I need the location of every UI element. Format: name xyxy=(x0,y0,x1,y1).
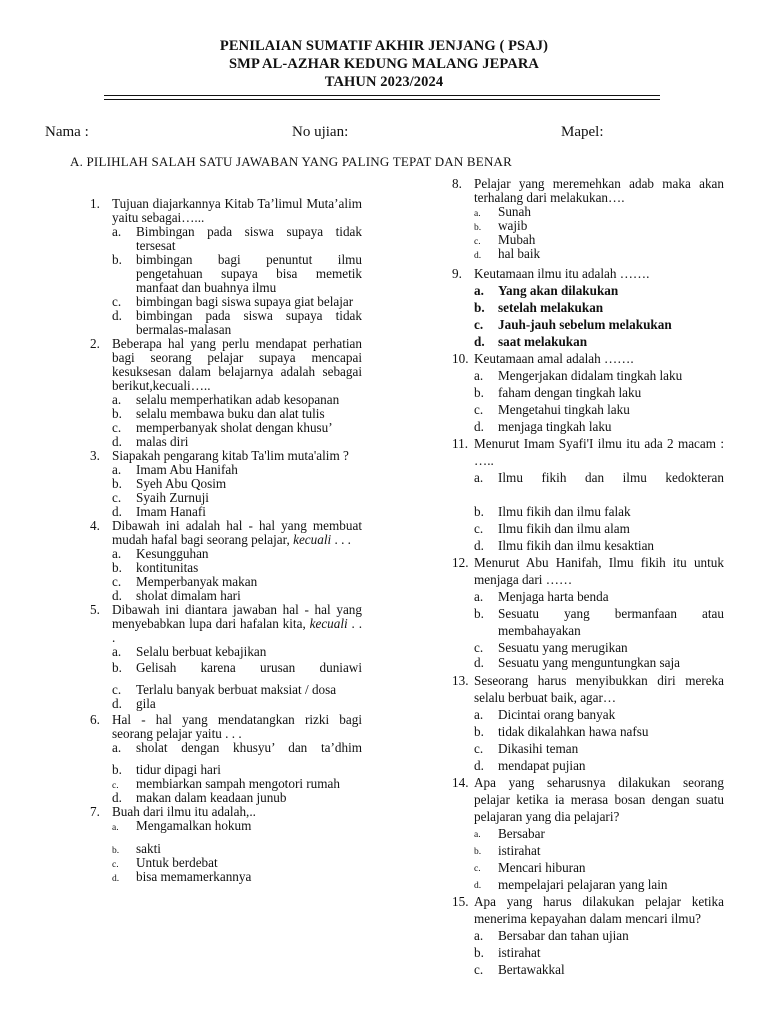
option-b: b. Syeh Abu Qosim xyxy=(112,476,227,491)
question-text: Dibawah ini diantara jawaban hal - hal yang menyebabkan lupa dari hafalan kita, kecuali . . . xyxy=(112,602,362,645)
option-c: c. Jauh-jauh sebelum melakukan xyxy=(474,317,672,332)
left-column xyxy=(90,197,362,884)
option-d: d. bimbingan pada siswa supaya tidak bermalas-malasan xyxy=(112,308,362,337)
option-a: a. Bersabar dan tahan ujian xyxy=(474,928,629,943)
question-number: 8. xyxy=(452,176,462,191)
option-d: d. bisa memamerkannya xyxy=(112,869,252,884)
name-label: Nama : xyxy=(45,124,89,140)
option-a: a. Yang akan dilakukan xyxy=(474,283,619,298)
question-number: 12. xyxy=(452,555,469,570)
question-12 xyxy=(452,554,724,671)
header-rule-top xyxy=(104,95,660,96)
option-c: c. Ilmu fikih dan ilmu alam xyxy=(474,521,630,536)
option-b: b. tidur dipagi hari xyxy=(112,762,221,777)
option-a: a. Selalu berbuat kebajikan xyxy=(112,644,267,659)
option-d: d. mempelajari pelajaran yang lain xyxy=(474,877,668,892)
question-number: 4. xyxy=(90,518,100,533)
option-a: a. Kesungguhan xyxy=(112,546,209,561)
option-c: c. bimbingan bagi siswa supaya giat belajar xyxy=(112,294,354,309)
question-number: 15. xyxy=(452,894,469,909)
question-15 xyxy=(452,893,724,978)
question-text: Pelajar yang meremehkan adab maka akan terhalang dari melakukan…. xyxy=(474,176,724,205)
option-c: c. Memperbanyak makan xyxy=(112,574,258,589)
question-text: Keutamaan ilmu itu adalah ……. xyxy=(474,266,650,281)
option-b: b. bimbingan bagi penuntut ilmu pengetahuan supaya bisa memetik manfaat dan buahnya ilmu xyxy=(112,252,362,295)
question-text: Apa yang seharusnya dilakukan seorang pelajar ketika ia merasa bosan dengan suatu pelajaran yang dia pelajari? xyxy=(474,775,724,824)
option-b: b. selalu membawa buku dan alat tulis xyxy=(112,406,325,421)
option-c: c. Syaih Zurnuji xyxy=(112,490,209,505)
option-c: c. membiarkan sampah mengotori rumah xyxy=(112,776,340,791)
option-c: c. Dikasihi teman xyxy=(474,741,579,756)
option-a: a. sholat dengan khusyu’ dan ta’dhim xyxy=(112,740,362,755)
option-a: a. Bimbingan pada siswa supaya tidak tersesat xyxy=(112,224,362,253)
option-b: b. setelah melakukan xyxy=(474,300,604,315)
option-b: b. tidak dikalahkan hawa nafsu xyxy=(474,724,649,739)
option-a: a. Dicintai orang banyak xyxy=(474,707,616,722)
option-a: a. Imam Abu Hanifah xyxy=(112,462,238,477)
option-a: a. Mengamalkan hokum xyxy=(112,818,252,833)
question-number: 9. xyxy=(452,266,462,281)
question-text: Seseorang harus menyibukkan diri mereka selalu berbuat baik, agar… xyxy=(474,673,724,705)
section-a-heading: A. PILIHLAH SALAH SATU JAWABAN YANG PALING TEPAT DAN BENAR xyxy=(70,154,512,169)
option-d: d. makan dalam keadaan junub xyxy=(112,790,287,805)
option-c: c. Untuk berdebat xyxy=(112,855,218,870)
option-c: c. Mubah xyxy=(474,232,536,247)
option-c: c. memperbanyak sholat dengan khusu’ xyxy=(112,420,333,435)
question-13 xyxy=(452,672,724,774)
question-number: 5. xyxy=(90,602,100,617)
question-11 xyxy=(452,435,724,554)
option-a: a. Sunah xyxy=(474,204,531,219)
question-number: 10. xyxy=(452,351,469,366)
header-rule-bottom xyxy=(104,99,660,100)
option-c: c. Mencari hiburan xyxy=(474,860,586,875)
question-number: 14. xyxy=(452,775,469,790)
school-year: TAHUN 2023/2024 xyxy=(324,74,444,90)
option-b: b. faham dengan tingkah laku xyxy=(474,385,642,400)
exam-title: PENILAIAN SUMATIF AKHIR JENJANG ( PSAJ) xyxy=(219,38,549,54)
question-number: 13. xyxy=(452,673,469,688)
question-text: Menurut Imam Syafi'I ilmu itu ada 2 macam : ….. xyxy=(474,436,724,468)
right-column xyxy=(452,177,724,978)
question-text: Tujuan diajarkannya Kitab Ta’limul Muta’alim yaitu sebagai…... xyxy=(112,196,362,225)
option-d: d. malas diri xyxy=(112,434,189,449)
question-3 xyxy=(90,449,362,519)
question-text: Dibawah ini adalah hal - hal yang membuat mudah hafal bagi seorang pelajar, kecuali . . . xyxy=(112,518,362,547)
question-4 xyxy=(90,519,362,603)
option-d: d. Ilmu fikih dan ilmu kesaktian xyxy=(474,538,655,553)
option-a: a. Mengerjakan didalam tingkah laku xyxy=(474,368,683,383)
option-a: a. Ilmu fikih dan ilmu kedokteran xyxy=(474,470,724,485)
option-d: d. sholat dimalam hari xyxy=(112,588,241,603)
option-c: c. Bertawakkal xyxy=(474,962,565,977)
question-number: 7. xyxy=(90,804,100,819)
question-text: Siapakah pengarang kitab Ta'lim muta'alim ? xyxy=(112,448,349,463)
option-d: d. mendapat pujian xyxy=(474,758,586,773)
question-9 xyxy=(452,265,724,350)
question-text: Beberapa hal yang perlu mendapat perhatian bagi seorang pelajar supaya mencapai kesuksesan dalam belajarnya adalah sebagai berikut,kecuali….. xyxy=(112,336,362,393)
question-2 xyxy=(90,337,362,449)
question-number: 11. xyxy=(452,436,468,451)
exam-number-label: No ujian: xyxy=(292,124,349,140)
subject-label: Mapel: xyxy=(561,124,604,140)
question-7 xyxy=(90,805,362,884)
option-b: b. sakti xyxy=(112,841,161,856)
question-5 xyxy=(90,603,362,711)
option-b: b. istirahat xyxy=(474,843,541,858)
question-number: 6. xyxy=(90,712,100,727)
option-c: c. Sesuatu yang merugikan xyxy=(474,640,628,655)
option-b: b. wajib xyxy=(474,218,528,233)
question-text: Hal - hal yang mendatangkan rizki bagi seorang pelajar yaitu . . . xyxy=(112,712,362,741)
question-number: 3. xyxy=(90,448,100,463)
question-number: 2. xyxy=(90,336,100,351)
option-c: c. Mengetahui tingkah laku xyxy=(474,402,630,417)
question-text: Buah dari ilmu itu adalah,.. xyxy=(112,804,256,819)
option-b: b. Sesuatu yang bermanfaan atau membahayakan xyxy=(474,606,724,638)
option-d: d. Sesuatu yang menguntungkan saja xyxy=(474,655,681,670)
option-a: a. Bersabar xyxy=(474,826,545,841)
option-b: b. kontitunitas xyxy=(112,560,199,575)
option-b: b. istirahat xyxy=(474,945,541,960)
question-8 xyxy=(452,177,724,261)
option-d: d. saat melakukan xyxy=(474,334,588,349)
question-text: Menurut Abu Hanifah, Ilmu fikih itu untuk menjaga dari …… xyxy=(474,555,724,587)
option-d: d. gila xyxy=(112,696,156,711)
question-number: 1. xyxy=(90,196,100,211)
option-d: d. hal baik xyxy=(474,246,541,261)
option-a: a. Menjaga harta benda xyxy=(474,589,609,604)
option-d: d. menjaga tingkah laku xyxy=(474,419,612,434)
question-1 xyxy=(90,197,362,337)
question-text: Keutamaan amal adalah ……. xyxy=(474,351,634,366)
option-a: a. selalu memperhatikan adab kesopanan xyxy=(112,392,340,407)
option-b: b. Ilmu fikih dan ilmu falak xyxy=(474,504,631,519)
option-c: c. Terlalu banyak berbuat maksiat / dosa xyxy=(112,682,337,697)
question-14 xyxy=(452,774,724,893)
option-b: b. Gelisah karena urusan duniawi xyxy=(112,660,362,675)
question-10 xyxy=(452,350,724,435)
question-6 xyxy=(90,713,362,805)
school-name: SMP AL-AZHAR KEDUNG MALANG JEPARA xyxy=(229,56,539,72)
option-d: d. Imam Hanafi xyxy=(112,504,206,519)
question-text: Apa yang harus dilakukan pelajar ketika menerima kepayahan dalam mencari ilmu? xyxy=(474,894,724,926)
